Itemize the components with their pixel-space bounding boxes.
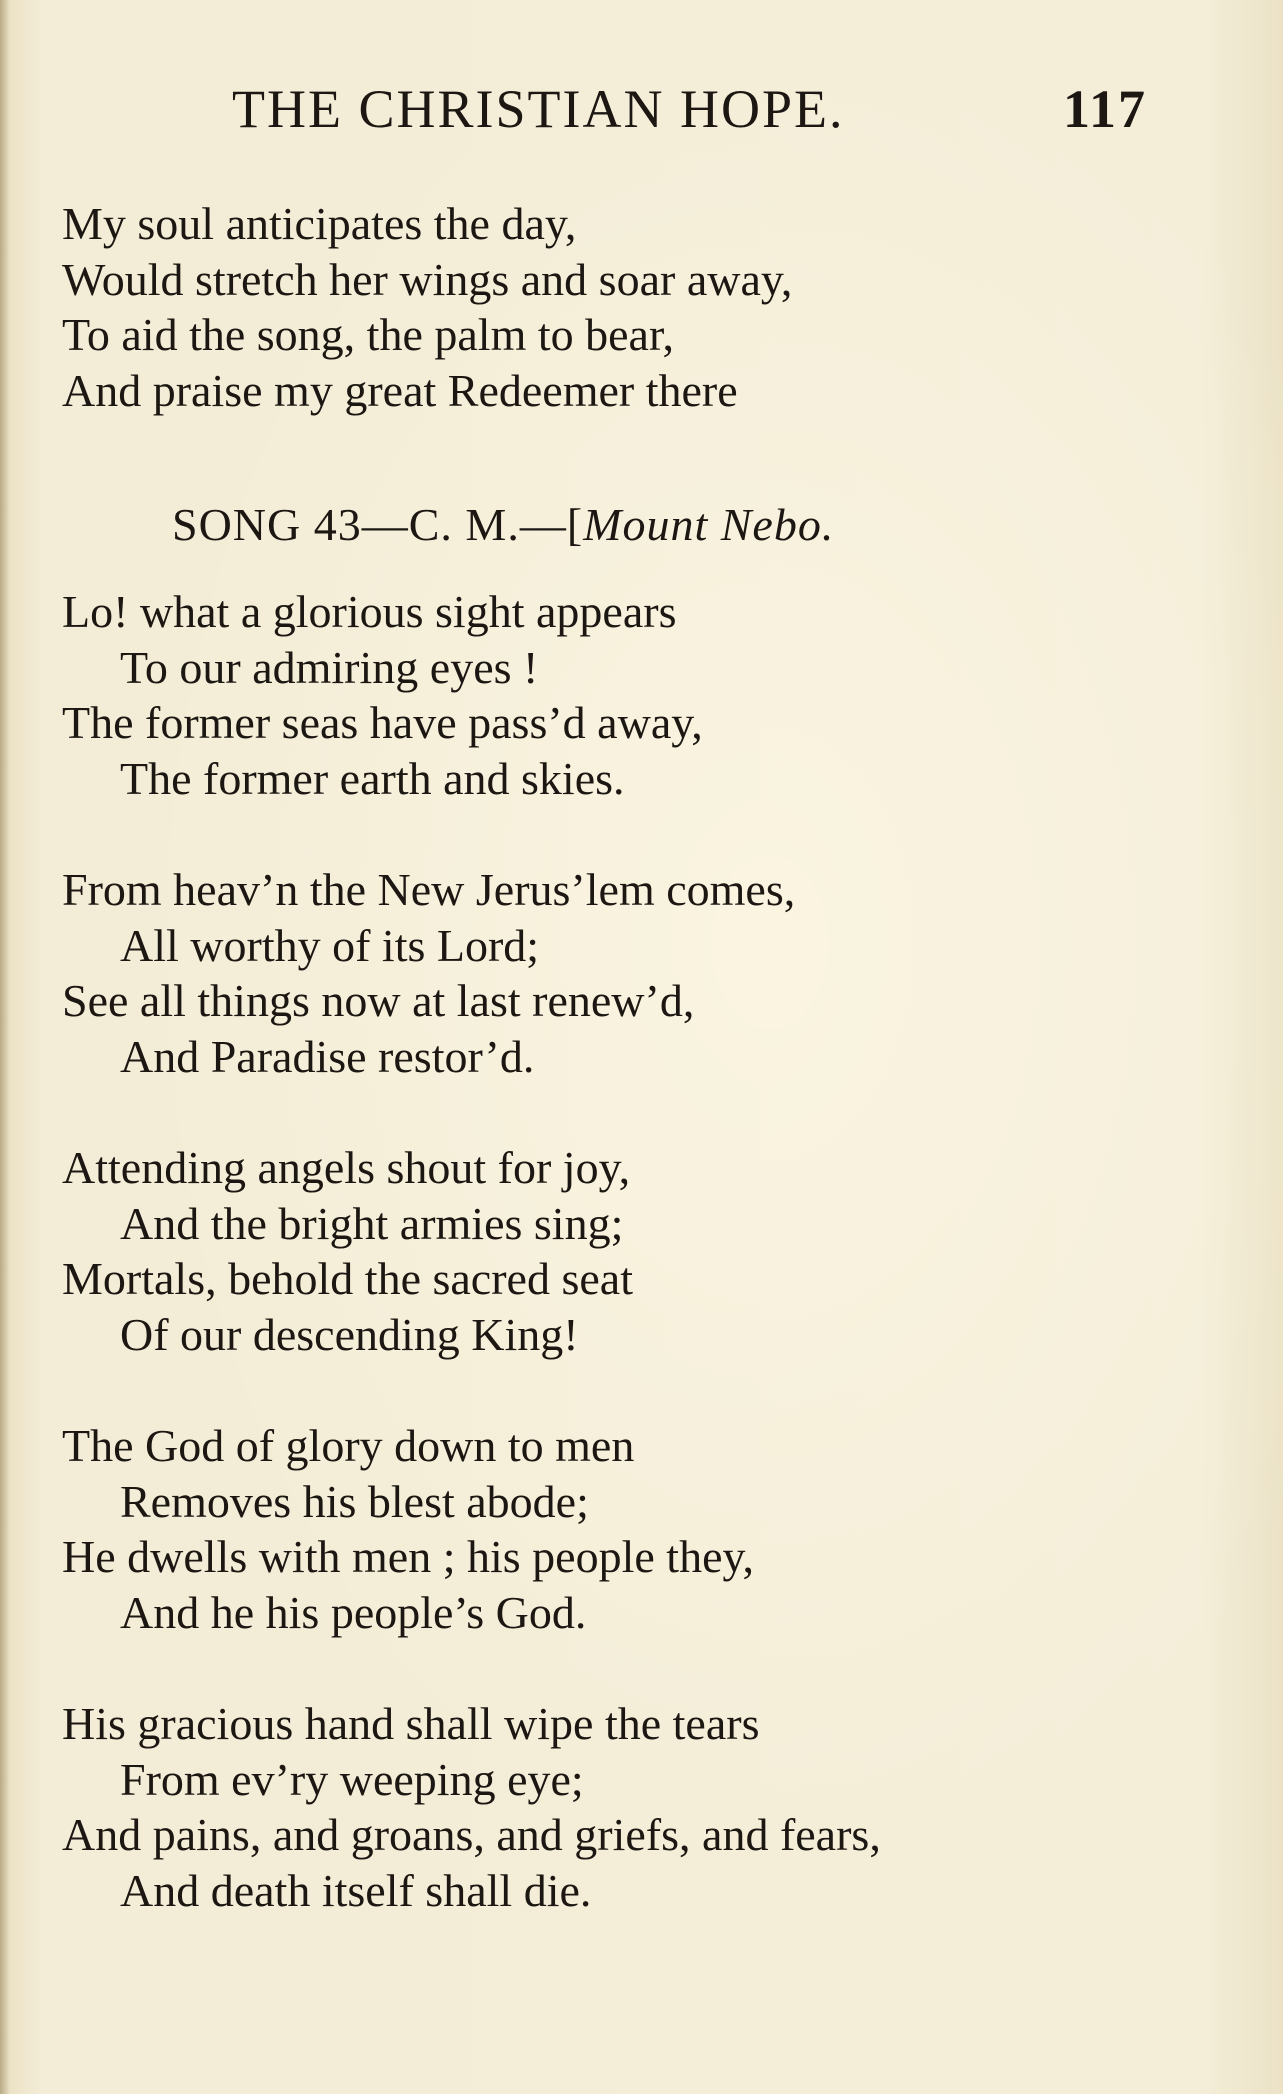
song-number-meter: SONG 43—C. M.—[ (172, 499, 584, 550)
verse-line: Removes his blest abode; (120, 1475, 589, 1527)
running-title: THE CHRISTIAN HOPE. (232, 79, 845, 139)
verse-line: And pains, and groans, and griefs, and fears, (62, 1809, 881, 1860)
stanza-2 (62, 862, 1162, 1084)
verse-line: To aid the song, the palm to bear, (62, 309, 674, 360)
verse-line: And the bright armies sing; (120, 1197, 624, 1249)
stanza-3 (62, 1140, 1162, 1362)
verse-line: All worthy of its Lord; (120, 919, 540, 971)
verse-line: My soul anticipates the day, (62, 198, 577, 249)
verse-line: Of our descending King! (120, 1308, 579, 1360)
verse-line: His gracious hand shall wipe the tears (62, 1698, 760, 1749)
verse-line: See all things now at last renew’d, (62, 975, 695, 1026)
stanza-1 (62, 584, 1162, 806)
verse-line: From heav’n the New Jerus’lem comes, (62, 864, 796, 915)
running-head (232, 78, 1147, 148)
verse-line: The former earth and skies. (120, 752, 625, 804)
verse-line: The God of glory down to men (62, 1420, 635, 1471)
verse-line: And death itself shall die. (120, 1864, 592, 1916)
verse-line: The former seas have pass’d away, (62, 697, 703, 748)
verse-line: Attending angels shout for joy, (62, 1142, 631, 1193)
verse-line: From ev’ry weeping eye; (120, 1753, 584, 1805)
song-tune-name: Mount Nebo. (583, 499, 835, 550)
verse-line: Mortals, behold the sacred seat (62, 1253, 633, 1304)
page-gutter-shadow (0, 0, 10, 2094)
page-number: 117 (1062, 79, 1147, 139)
verse-line: And praise my great Redeemer there (62, 364, 738, 416)
verse-line: Lo! what a glorious sight appears (62, 586, 677, 637)
stanza-4 (62, 1418, 1162, 1640)
verse-line: He dwells with men ; his people they, (62, 1531, 754, 1582)
verse-line: Would stretch her wings and soar away, (62, 253, 793, 305)
stanza-5 (62, 1696, 1162, 1918)
verse-line: And Paradise restor’d. (120, 1030, 535, 1082)
verse-line: And he his people’s God. (120, 1586, 587, 1638)
song-heading (172, 495, 834, 555)
stanza-continued (62, 196, 1162, 418)
verse-line: To our admiring eyes ! (120, 641, 539, 693)
